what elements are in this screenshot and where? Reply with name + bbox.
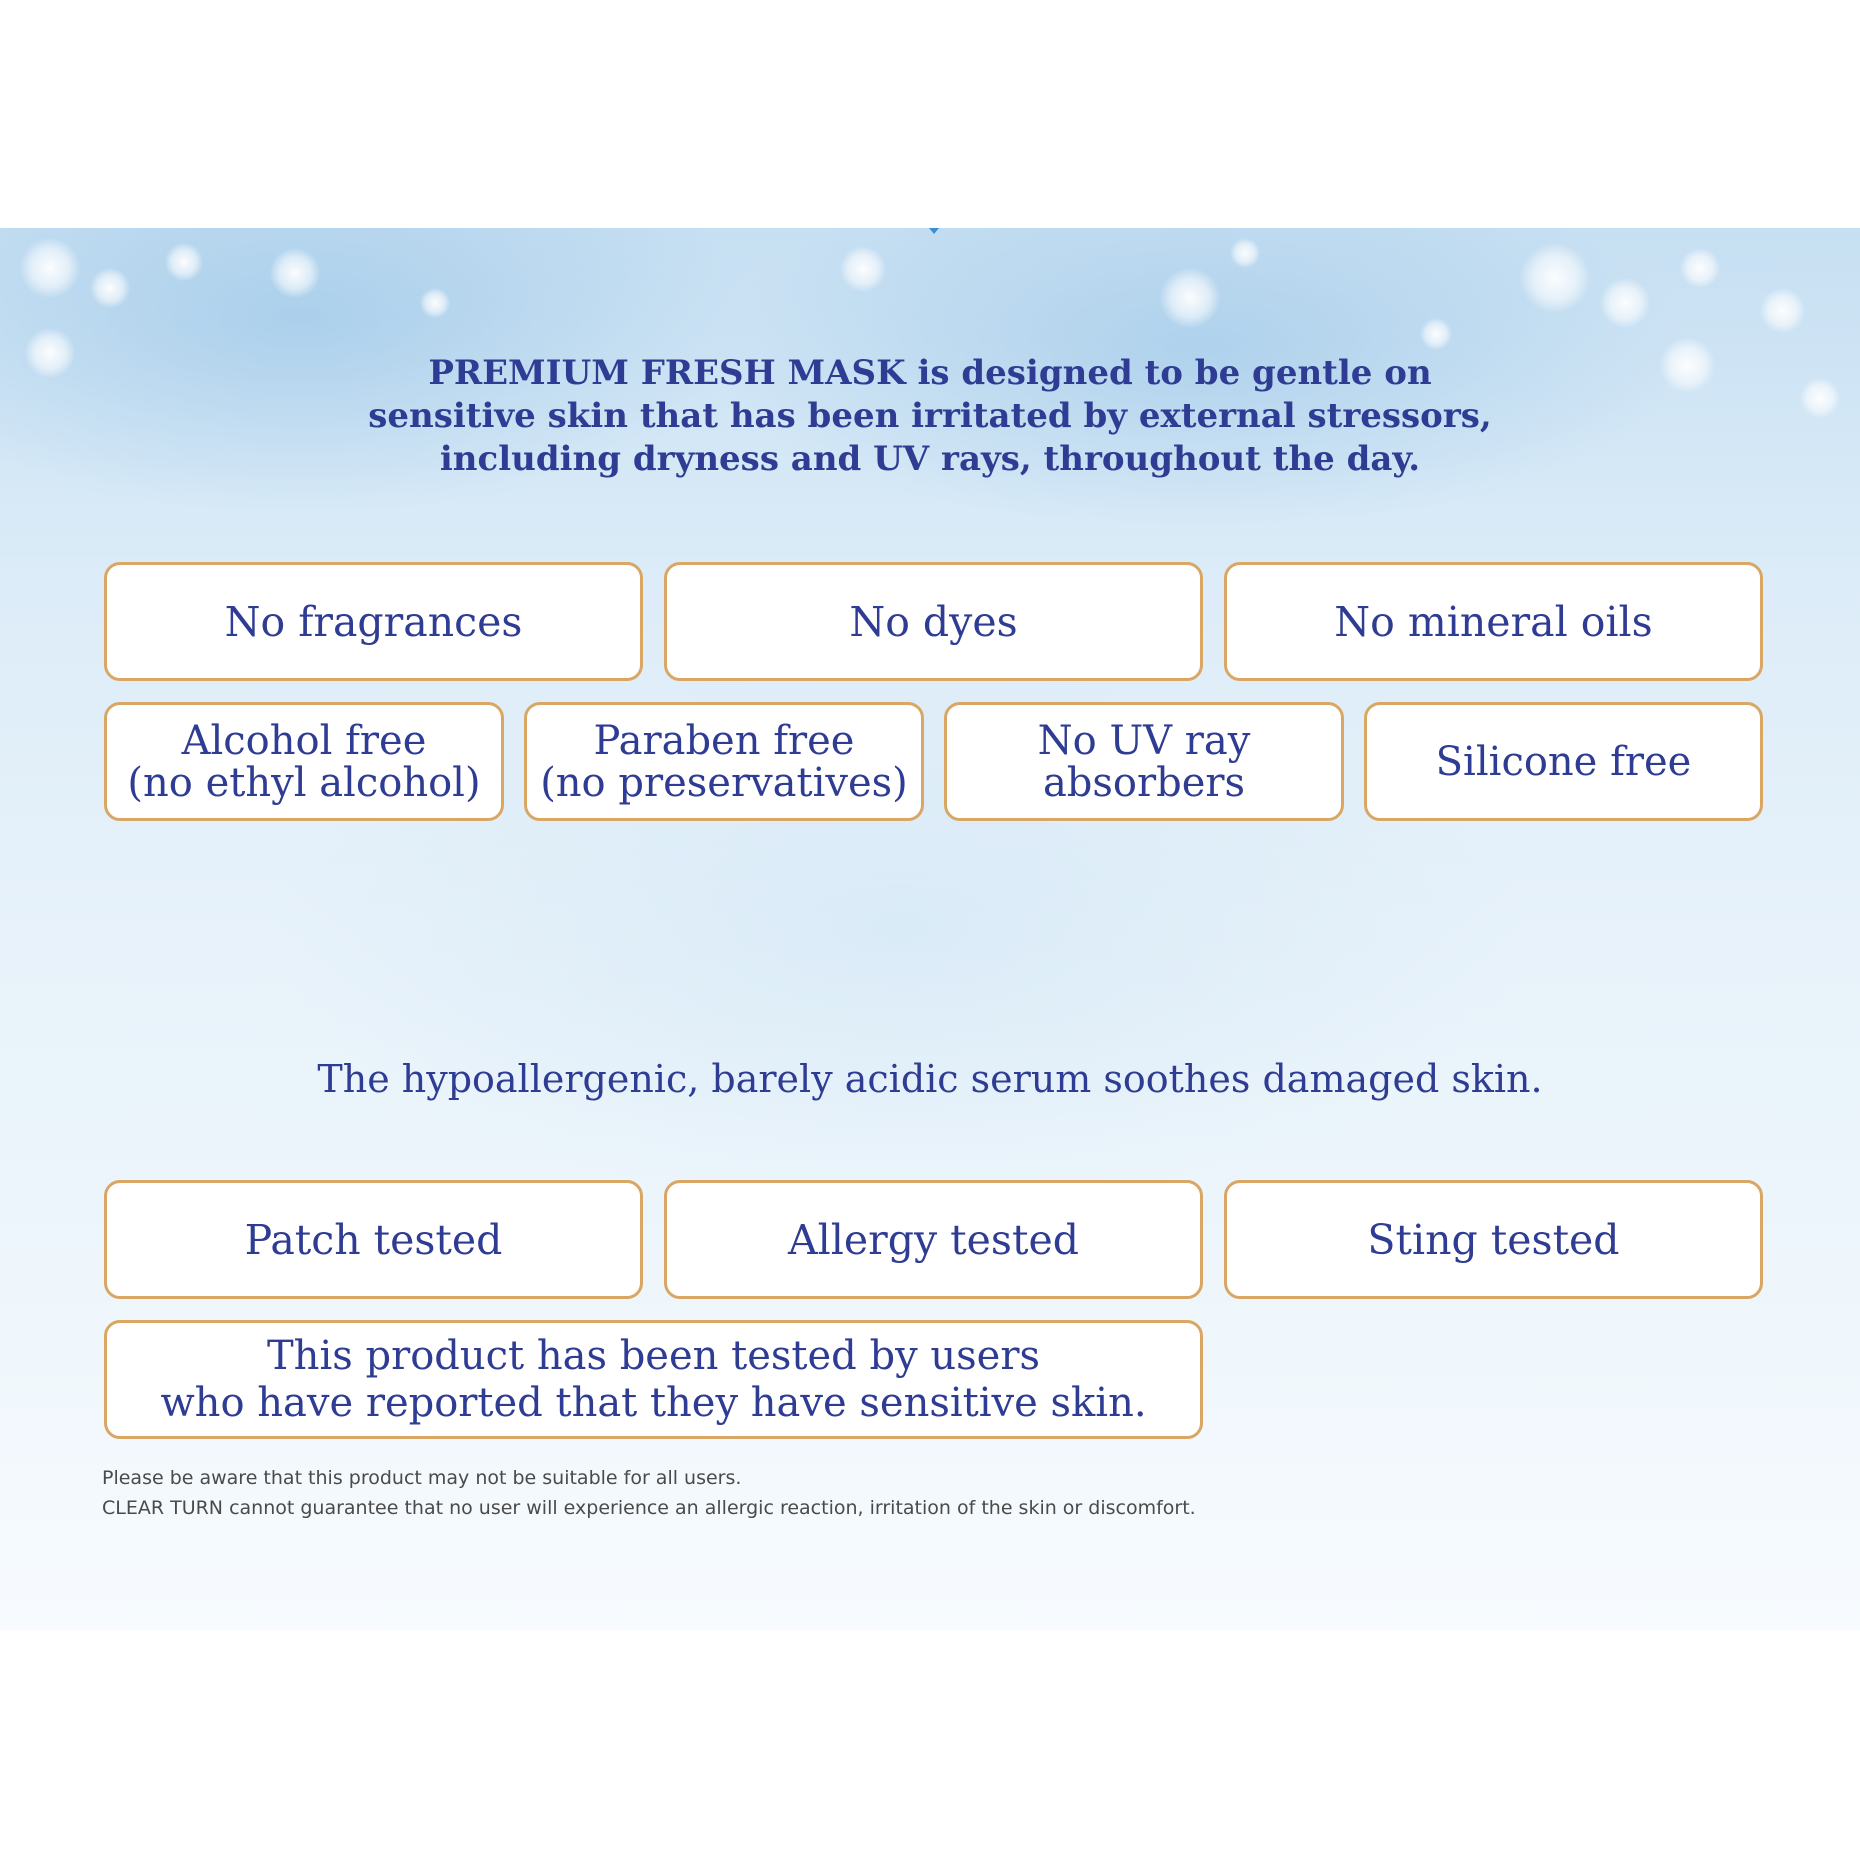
claim-label: No mineral oils xyxy=(1334,597,1653,646)
claim-label: No dyes xyxy=(849,597,1018,646)
bokeh-light xyxy=(1520,243,1590,313)
claim-sublabel: (no ethyl alcohol) xyxy=(127,759,481,806)
bokeh-light xyxy=(1680,248,1720,288)
bokeh-light xyxy=(420,288,450,318)
claim-label: Sting tested xyxy=(1367,1215,1620,1264)
bokeh-light xyxy=(840,246,886,292)
claim-label: Paraben free xyxy=(593,717,855,764)
claim-label: No UV ray xyxy=(1037,717,1251,764)
claim-sting-tested xyxy=(1224,1180,1763,1299)
claim-sublabel: (no preservatives) xyxy=(540,759,908,806)
bokeh-light xyxy=(1230,238,1260,268)
claim-label: who have reported that they have sensitive skin. xyxy=(160,1379,1147,1426)
claim-patch-tested xyxy=(104,1180,643,1299)
claim-label: Silicone free xyxy=(1435,738,1692,785)
disclaimer xyxy=(102,1463,1196,1523)
claim-sublabel: absorbers xyxy=(1042,759,1246,806)
chevron-down-icon xyxy=(929,228,939,234)
claim-label: This product has been tested by users xyxy=(267,1332,1040,1379)
claim-no-fragrances xyxy=(104,562,643,681)
claim-label: No fragrances xyxy=(224,597,523,646)
claim-user-tested xyxy=(104,1320,1203,1439)
bokeh-light xyxy=(1420,318,1452,350)
bokeh-light xyxy=(20,238,80,298)
bokeh-light xyxy=(1600,278,1650,328)
claim-silicone-free xyxy=(1364,702,1763,821)
claim-label: Alcohol free xyxy=(181,717,427,764)
bokeh-light xyxy=(270,248,320,298)
bokeh-light xyxy=(1160,268,1220,328)
claim-no-uv-absorbers xyxy=(944,702,1344,821)
claim-no-dyes xyxy=(664,562,1203,681)
bokeh-light xyxy=(1760,288,1805,333)
disclaimer-line: Please be aware that this product may not be suitable for all users. xyxy=(102,1467,742,1489)
serum-statement: The hypoallergenic, barely acidic serum soothes damaged skin. xyxy=(317,1057,1543,1101)
claim-label: Patch tested xyxy=(244,1215,503,1264)
bokeh-light xyxy=(165,243,203,281)
disclaimer-line: CLEAR TURN cannot guarantee that no user will experience an allergic reaction, irritation of the skin or discomfort. xyxy=(102,1497,1196,1519)
claim-allergy-tested xyxy=(664,1180,1203,1299)
intro-line: PREMIUM FRESH MASK is designed to be gentle on xyxy=(428,353,1432,393)
claim-alcohol-free xyxy=(104,702,504,821)
claim-label: Allergy tested xyxy=(788,1215,1079,1264)
claim-no-mineral-oils xyxy=(1224,562,1763,681)
intro-line: sensitive skin that has been irritated by external stressors, xyxy=(368,396,1492,436)
bokeh-light xyxy=(90,268,130,308)
product-info-panel xyxy=(0,228,1860,1630)
claim-paraben-free xyxy=(524,702,924,821)
intro-text xyxy=(0,352,1860,481)
intro-line: including dryness and UV rays, throughout the day. xyxy=(439,439,1421,479)
